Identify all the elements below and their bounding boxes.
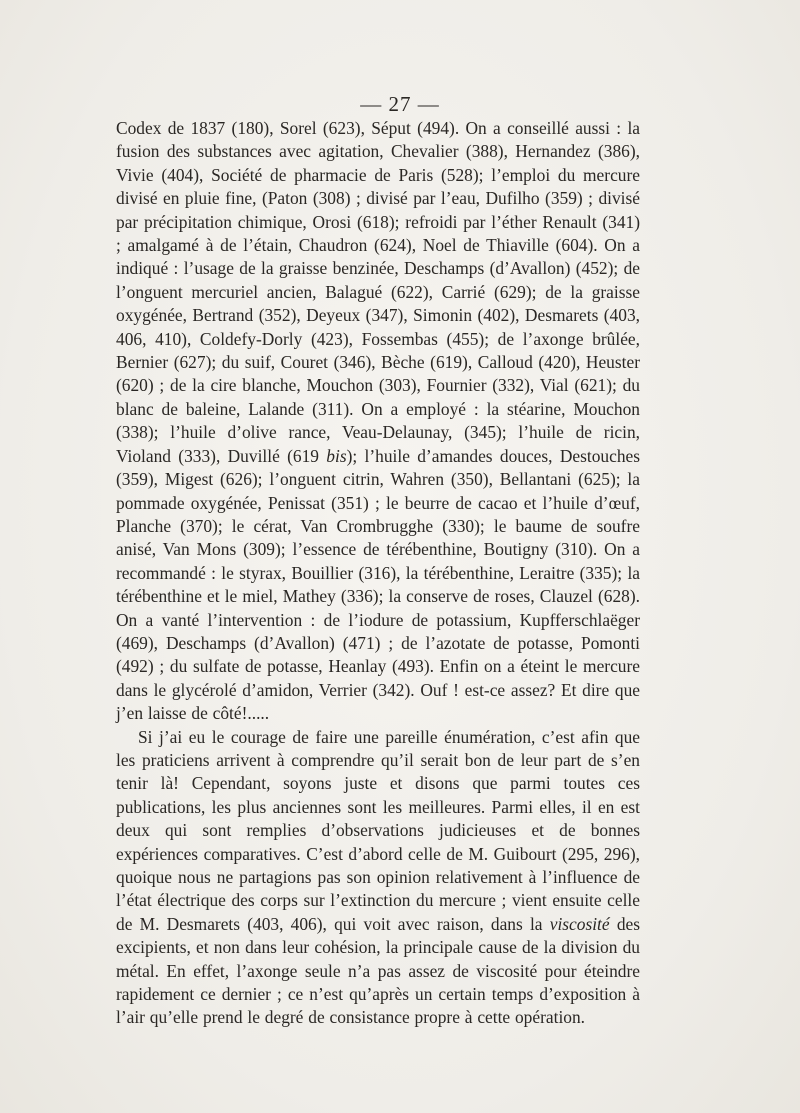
text-run: des excipients, et non dans leur cohésion, la principale cause de la division du métal. En effet, l’axonge seule n’a pas assez de viscosité pour éteindre rapidement ce dernier ; ce n’est qu’après un certain temps d’exposition à l’air qu’elle prend le degré de consistance propre à cette opération.: [116, 913, 640, 1028]
paragraph-enumeration: [116, 117, 640, 726]
text-run: Codex de 1837 (180), Sorel (623), Séput (494). On a conseillé aussi : la fusion des substances avec agitation, Chevalier (388), Hernandez (386), Vivie (404), Société de pharmacie de Paris (528); l’emploi du mercure divisé en pluie fine, (Paton (308) ; divisé par l’eau, Dufilho (359) ; divisé par précipitation chimique, Orosi (618); refroidi par l’éther Renault (341) ; amalgamé à de l’étain, Chaudron (624), Noel de Thiaville (604). On a indiqué : l’usage de la graisse benzinée, Deschamps (d’Avallon) (452); de l’onguent mercuriel ancien, Balagué (622), Carrié (629); de la graisse oxygénée, Bertrand (352), Deyeux (347), Simonin (402), Desmarets (403, 406, 410), Coldefy-Dorly (423), Fossembas (455); de l’axonge brûlée, Bernier (627); du suif, Couret (346), Bèche (619), Calloud (420), Heuster (620) ; de la cire blanche, Mouchon (303), Fournier (332), Vial (621); du blanc de baleine, Lalande (311). On a employé : la stéarine, Mouchon (338); l’huile d’olive rance, Veau-Delaunay, (345); l’huile de ricin, Violand (333), Duvillé (619: [116, 118, 640, 466]
text-run: Si j’ai eu le courage de faire une pareille énumération, c’est afin que les praticiens arrivent à comprendre qu’il serait bon de leur part de s’en tenir là! Cependant, soyons juste et disons que parmi toutes ces publications, les plus anciennes sont les meilleures. Parmi elles, il en est deux qui sont remplies d’observations judicieuses et de bonnes expériences comparatives. C’est d’abord celle de M. Guibourt (295, 296), quoique nous ne partagions pas son opinion relativement à l’influence de l’état électrique des corps sur l’extinction du mercure ; vient ensuite celle de M. Desmarets (403, 406), qui voit avec raison, dans la: [116, 726, 640, 934]
italic-text-run: bis: [326, 445, 347, 466]
paragraph-commentary: [116, 726, 640, 1030]
italic-text-run: viscosité: [549, 913, 610, 934]
body-text: [116, 117, 640, 1030]
text-run: ); l’huile d’amandes douces, Destouches (359), Migest (626); l’onguent citrin, Wahren (350), Bellantani (625); la pommade oxygénée, Penissat (351) ; le beurre de cacao et l’huile d’œuf, Planche (370); le cérat, Van Crombrugghe (330); le baume de soufre anisé, Van Mons (309); l’essence de térébenthine, Boutigny (310). On a recommandé : le styrax, Bouillier (316), la térébenthine, Leraitre (335); la térébenthine et le miel, Mathey (336); la conserve de roses, Clauzel (628). On a vanté l’intervention : de l’iodure de potassium, Kupfferschlaëger (469), Deschamps (d’Avallon) (471) ; de l’azotate de potasse, Pomonti (492) ; du sulfate de potasse, Heanlay (493). Enfin on a éteint le mercure dans le glycérolé d’amidon, Verrier (342). Ouf ! est-ce assez? Et dire que j’en laisse de côté!.....: [116, 445, 640, 724]
page-number: — 27 —: [360, 92, 440, 116]
